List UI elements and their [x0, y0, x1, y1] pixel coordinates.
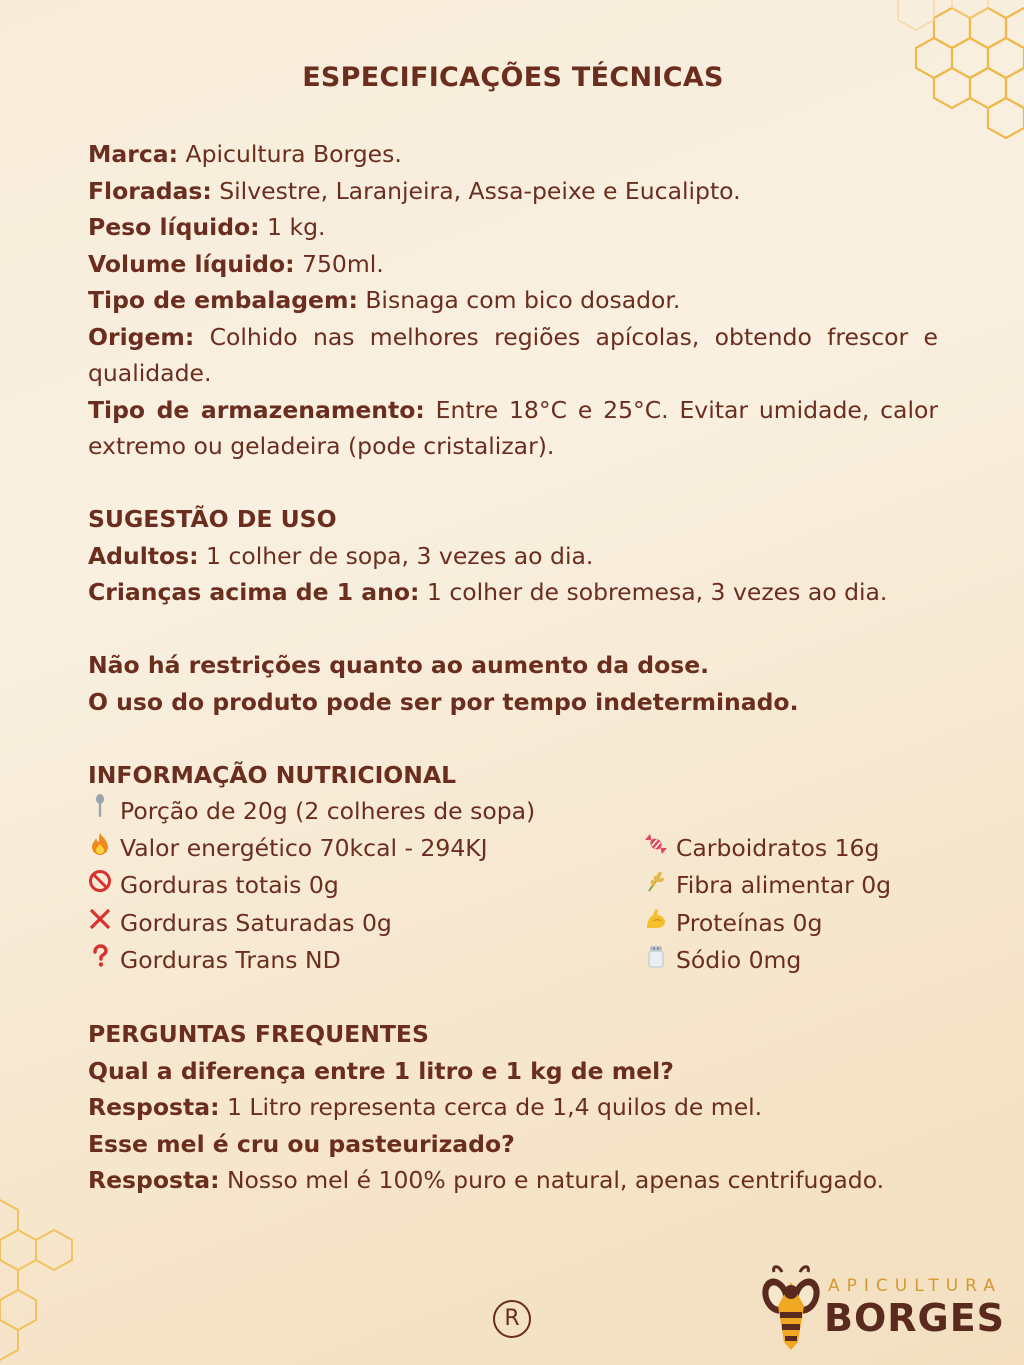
usage-adultos: Adultos: 1 colher de sopa, 3 vezes ao dia.: [88, 541, 594, 570]
registered-trademark-symbol: R: [493, 1300, 531, 1338]
spec-armazenamento: Tipo de armazenamento: Entre 18°C e 25°C. Evitar umidade, calor extremo ou geladeira (pode cristalizar).: [88, 395, 939, 460]
nutrition-gorduras-trans: Gorduras Trans ND: [120, 946, 341, 974]
salt-shaker-icon: [644, 943, 668, 980]
faq-answer-1: Resposta: 1 Litro representa cerca de 1,4 quilos de mel.: [88, 1093, 763, 1121]
faq-question-2: Esse mel é cru ou pasteurizado?: [88, 1129, 515, 1158]
nutrition-fibra: Fibra alimentar 0g: [676, 871, 892, 899]
nutrition-row-2: [88, 867, 938, 905]
nutrition-carboidratos: Carboidratos 16g: [676, 833, 880, 862]
usage-criancas: Crianças acima de 1 ano: 1 colher de sobremesa, 3 vezes ao dia.: [88, 578, 888, 606]
fire-icon: [88, 831, 112, 868]
flexed-biceps-icon: [644, 906, 668, 943]
usage-note-dose: Não há restrições quanto ao aumento da dose.: [88, 651, 710, 679]
nutrition-row-3: [88, 905, 938, 943]
question-mark-icon: [88, 943, 112, 980]
nutrition-porcao: Porção de 20g (2 colheres de sopa): [88, 793, 938, 830]
spec-volume: Volume líquido: 750ml.: [88, 249, 384, 278]
brand-logo: [760, 1262, 1010, 1352]
nutrition-proteinas: Proteínas 0g: [676, 908, 823, 937]
spec-peso: Peso líquido: 1 kg.: [88, 213, 326, 241]
nutrition-valor-energetico: Valor energético 70kcal - 294KJ: [120, 833, 488, 862]
faq-answer-2: Resposta: Nosso mel é 100% puro e natural, apenas centrifugado.: [88, 1166, 885, 1194]
faq-question-1: Qual a diferença entre 1 litro e 1 kg de mel?: [88, 1056, 674, 1085]
usage-note-tempo: O uso do produto pode ser por tempo indeterminado.: [88, 687, 799, 716]
nutrition-gorduras-saturadas: Gorduras Saturadas 0g: [120, 908, 392, 937]
spec-marca: Marca: Apicultura Borges.: [88, 140, 402, 168]
page-title: ESPECIFICAÇÕES TÉCNICAS: [302, 62, 724, 93]
spec-origem: Origem: Colhido nas melhores regiões apícolas, obtendo frescor e qualidade.: [88, 322, 938, 387]
logo-text-borges: BORGES: [824, 1296, 1006, 1340]
spec-floradas: Floradas: Silvestre, Laranjeira, Assa-peixe e Eucalipto.: [88, 176, 741, 205]
nutrition-sodio: Sódio 0mg: [676, 946, 802, 974]
cross-mark-icon: [88, 906, 112, 943]
spec-embalagem: Tipo de embalagem: Bisnaga com bico dosador.: [88, 286, 681, 314]
document-body: [88, 58, 938, 1199]
usage-heading: SUGESTÃO DE USO: [88, 505, 337, 533]
nutrition-heading: INFORMAÇÃO NUTRICIONAL: [88, 760, 457, 789]
faq-heading: PERGUNTAS FREQUENTES: [88, 1020, 429, 1048]
candy-icon: [644, 831, 668, 868]
prohibited-icon: [88, 868, 112, 905]
nutrition-row-4: [88, 942, 938, 980]
logo-text-apicultura: APICULTURA: [828, 1276, 1002, 1296]
wheat-icon: [644, 868, 668, 905]
bee-logo-icon: [760, 1262, 830, 1352]
spoon-icon: [88, 793, 112, 830]
nutrition-gorduras-totais: Gorduras totais 0g: [120, 871, 339, 899]
honeycomb-decoration-bottom: [0, 1190, 80, 1365]
nutrition-row-1: [88, 830, 938, 868]
